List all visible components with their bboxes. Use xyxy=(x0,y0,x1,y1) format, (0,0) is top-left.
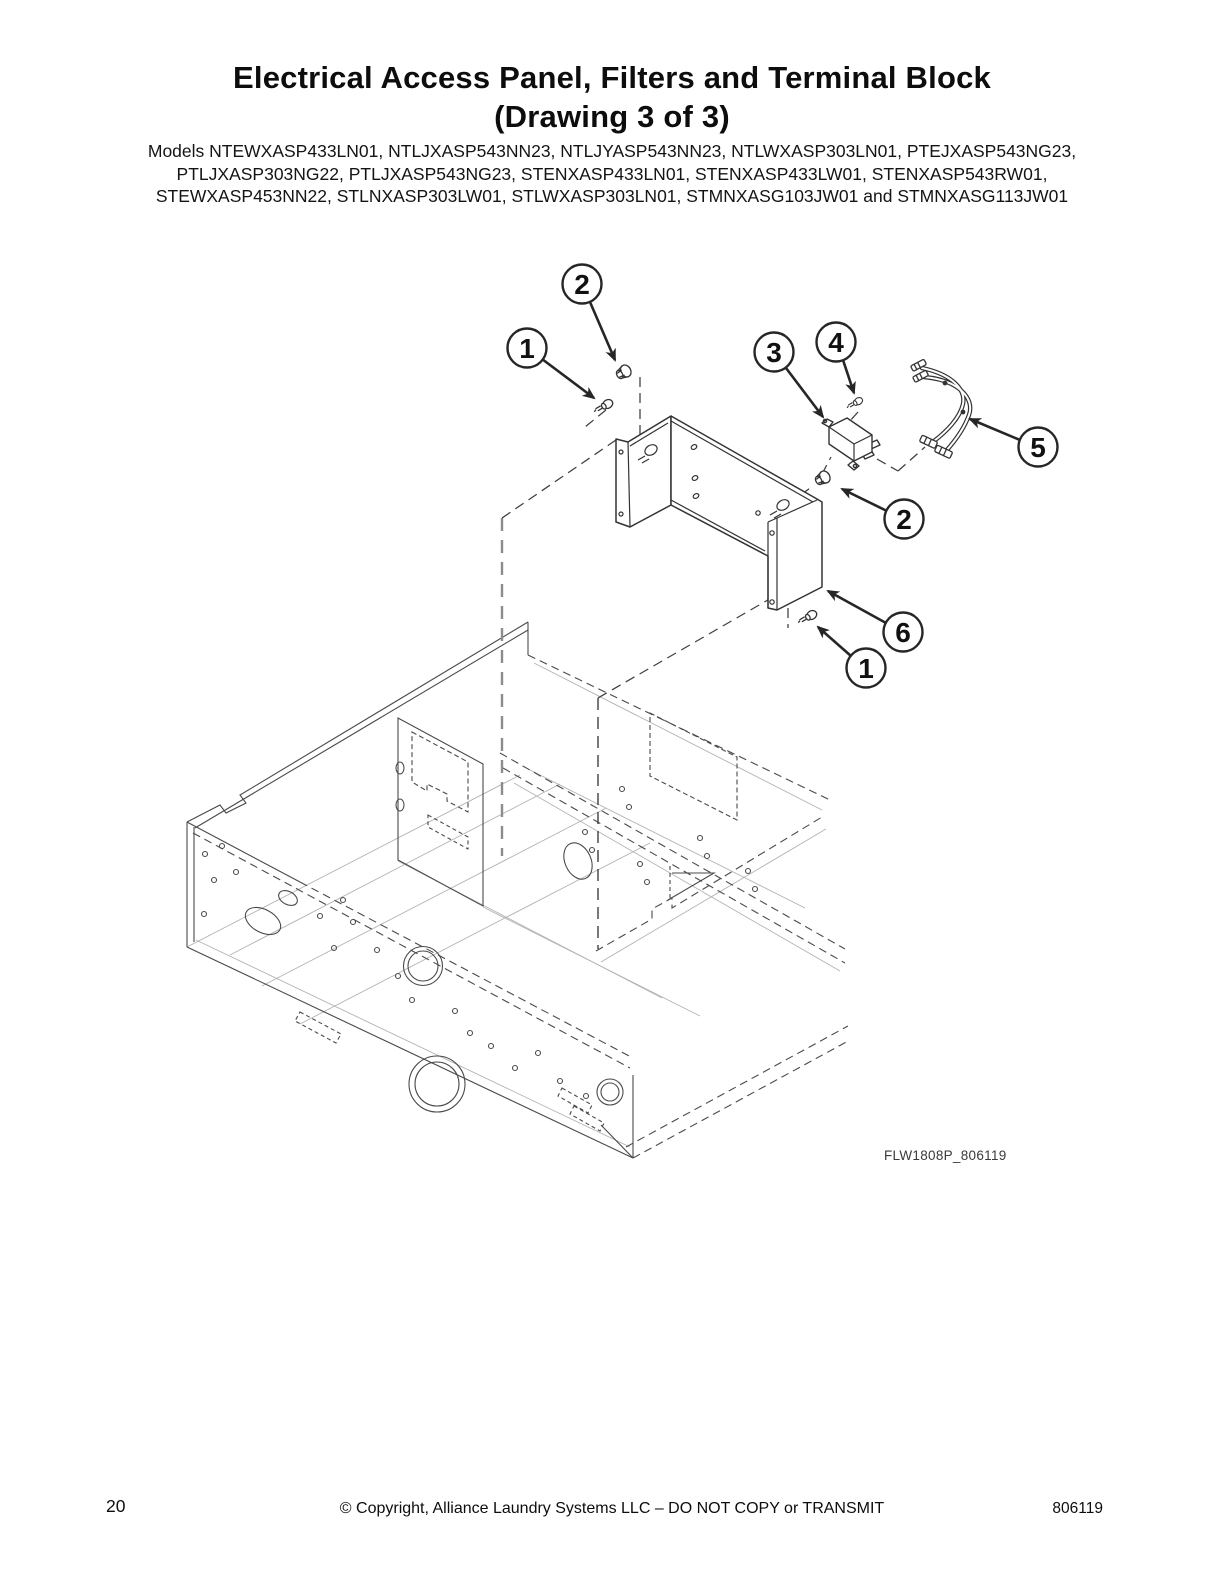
callout-label: 4 xyxy=(828,327,844,358)
callout-bubble-1-top xyxy=(508,329,547,368)
page-title-line1: Electrical Access Panel, Filters and Terminal Block xyxy=(233,60,991,95)
nut-item2-top xyxy=(614,363,633,381)
callout-bubble-3 xyxy=(755,333,794,372)
callout-bubble-1-bottom xyxy=(847,649,886,688)
callout-label: 2 xyxy=(574,269,590,300)
callout-bubble-2-top xyxy=(563,265,602,304)
callouts xyxy=(508,265,1058,688)
access-panel-bracket-drawing xyxy=(616,416,822,610)
wire-harness-drawing xyxy=(911,359,971,458)
cabinet-back-left-wall xyxy=(187,622,528,947)
cabinet-front-right-wall xyxy=(500,753,845,963)
callout-label: 1 xyxy=(858,653,874,684)
screw-item4 xyxy=(845,396,863,411)
footer-copyright: © Copyright, Alliance Laundry Systems LLC – DO NOT COPY or TRANSMIT xyxy=(339,1500,885,1517)
callout-label: 6 xyxy=(895,617,911,648)
nut-item2-mid xyxy=(813,469,832,487)
callout-bubble-6 xyxy=(884,613,923,652)
cabinet-front-right-holes xyxy=(583,830,650,885)
screw-item1-bottom xyxy=(796,609,818,627)
filter-body xyxy=(829,418,872,461)
models-line: Models NTEWXASP433LN01, NTLJXASP543NN23, NTLJYASP543NN23, NTLWXASP303LN01, PTEJXASP543NG23, xyxy=(147,141,1077,161)
cabinet-floor-lines xyxy=(187,663,840,1147)
footer-page-number: 20 xyxy=(106,1496,126,1516)
models-line: PTLJXASP303NG22, PTLJXASP543NG23, STENXASP433LN01, STENXASP433LW01, STENXASP543RW01, xyxy=(176,163,1048,184)
callout-label: 3 xyxy=(766,337,782,368)
drawing-code: FLW1808P_806119 xyxy=(884,1148,1007,1163)
page-title-line2: (Drawing 3 of 3) xyxy=(494,99,730,134)
callout-label: 5 xyxy=(1030,432,1046,463)
callout-bubble-2-mid xyxy=(885,500,924,539)
harness-terminals xyxy=(911,359,953,458)
emi-filter-drawing xyxy=(822,418,880,470)
callout-bubble-4 xyxy=(817,323,856,362)
cabinet-base-drawing xyxy=(187,622,850,1158)
cabinet-front-left-holes xyxy=(241,888,623,1131)
callout-label: 2 xyxy=(896,504,912,535)
cabinet-back-right-wall xyxy=(528,655,830,892)
bracket-left-flange xyxy=(616,416,671,527)
models-line: STEWXASP453NN22, STLNXASP303LW01, STLWXASP303LN01, STMNXASG103JW01 and STMNXASG113JW01 xyxy=(155,186,1069,206)
cabinet-console-panel xyxy=(396,718,483,906)
footer-document-number: 806119 xyxy=(1052,1500,1103,1517)
callout-label: 1 xyxy=(519,333,535,364)
callout-bubble-5 xyxy=(1019,428,1058,467)
